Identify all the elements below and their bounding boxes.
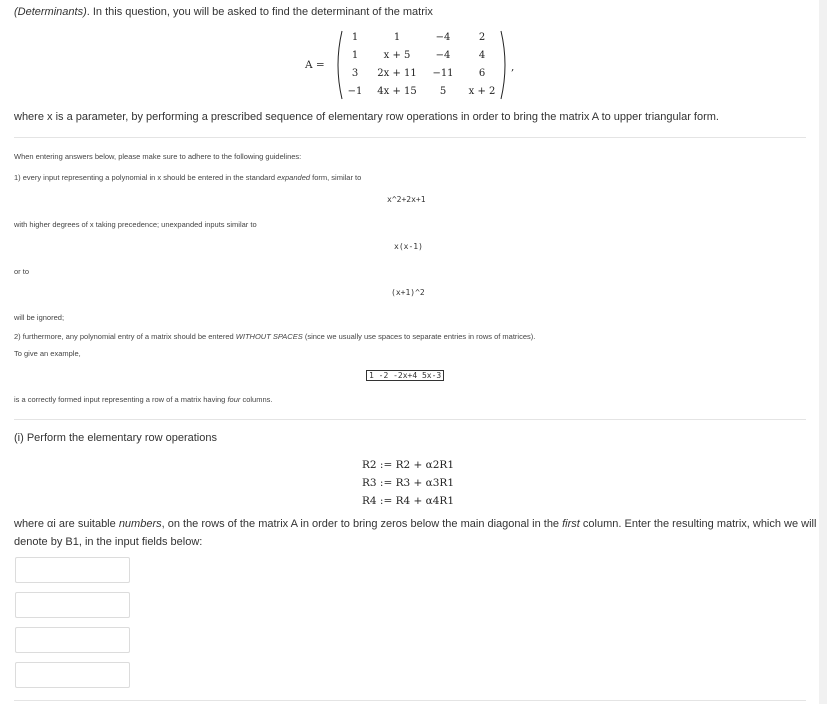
matrix-cell: 2x + 11 (377, 68, 417, 79)
matrix-cell: 1 (393, 32, 401, 43)
desc-text: , on the rows of the matrix A in order to bring zeros below the main diagonal in the (161, 518, 563, 530)
desc-emphasis: numbers (118, 518, 162, 530)
matrix-cell: 6 (478, 68, 486, 79)
scrollbar[interactable] (819, 0, 827, 704)
matrix-a (296, 30, 526, 102)
answer-input-row-3[interactable] (15, 627, 130, 653)
divider (14, 137, 806, 138)
part-i-description-line-2: denote by B1, in the input fields below: (14, 536, 203, 548)
example-expanded: x^2+2x+1 (387, 195, 426, 204)
intro-topic: (Determinants) (14, 6, 87, 18)
matrix-cell: −4 (435, 32, 451, 43)
row-operation: R3 := R3 + α3R1 (362, 477, 455, 489)
desc-emphasis: first (562, 518, 580, 530)
matrix-label: A = (305, 59, 325, 71)
matrix-cell: 1 (351, 50, 359, 61)
row-operation: R4 := R4 + α4R1 (362, 495, 455, 507)
matrix-cell: −4 (435, 50, 451, 61)
guideline-ignored: will be ignored; (14, 313, 65, 322)
rule1-emphasis: expanded (277, 173, 311, 182)
desc-text: where αi are suitable (14, 518, 119, 530)
correct-text-end: columns. (240, 395, 273, 404)
example-matrix-row-text: 1 -2 -2x+4 5x-3 (366, 370, 444, 381)
answer-input-row-4[interactable] (15, 662, 130, 688)
matrix-cell: 4 (478, 50, 486, 61)
rule2-emphasis: WITHOUT SPACES (235, 332, 303, 341)
matrix-comma: , (511, 61, 515, 73)
rule2-text-end: (since we usually use spaces to separate entries in rows of matrices). (302, 332, 536, 341)
matrix-cell: −1 (347, 86, 363, 97)
rule1-text-end: form, similar to (310, 173, 362, 182)
answer-input-row-2[interactable] (15, 592, 130, 618)
matrix-cell: x + 5 (383, 50, 411, 61)
divider (14, 700, 806, 701)
matrix-cell: −11 (432, 68, 454, 79)
example-unexpanded-product: x(x-1) (394, 242, 423, 251)
matrix-cell: 5 (439, 86, 447, 97)
where-text: where x is a parameter, by performing a prescribed sequence of elementary row operations in order to bring the matrix A to upper triangular form. (14, 111, 719, 123)
divider (14, 419, 806, 420)
guideline-or-to: or to (14, 267, 30, 276)
rule2-text: 2) furthermore, any polynomial entry of a matrix should be entered (14, 332, 236, 341)
right-paren (499, 30, 511, 100)
matrix-cell: 3 (351, 68, 359, 79)
guideline-give-example: To give an example, (14, 349, 81, 358)
guideline-rule-2 (14, 332, 535, 341)
guideline-correct-form (14, 395, 272, 404)
row-operation: R2 := R2 + α2R1 (362, 459, 455, 471)
example-unexpanded-power: (x+1)^2 (391, 288, 425, 297)
part-i-title: (i) Perform the elementary row operations (14, 432, 217, 444)
matrix-cell: x + 2 (468, 86, 496, 97)
desc-text: column. Enter the resulting matrix, which we will (579, 518, 817, 530)
part-i-description (14, 518, 816, 530)
answer-input-row-1[interactable] (15, 557, 130, 583)
correct-emphasis: four (227, 395, 241, 404)
intro-text (14, 6, 433, 18)
guideline-rule-1 (14, 173, 361, 182)
rule1-text: 1) every input representing a polynomial in x should be entered in the standard (14, 173, 278, 182)
correct-text: is a correctly formed input representing a row of a matrix having (14, 395, 228, 404)
example-matrix-row (366, 371, 444, 380)
matrix-cell: 1 (351, 32, 359, 43)
matrix-cell: 4x + 15 (377, 86, 417, 97)
guideline-higher-degrees: with higher degrees of x taking precedence; unexpanded inputs similar to (14, 220, 257, 229)
left-paren (332, 30, 344, 100)
guidelines-intro: When entering answers below, please make sure to adhere to the following guidelines: (14, 152, 302, 161)
matrix-cell: 2 (478, 32, 486, 43)
intro-sentence: . In this question, you will be asked to find the determinant of the matrix (86, 6, 433, 18)
